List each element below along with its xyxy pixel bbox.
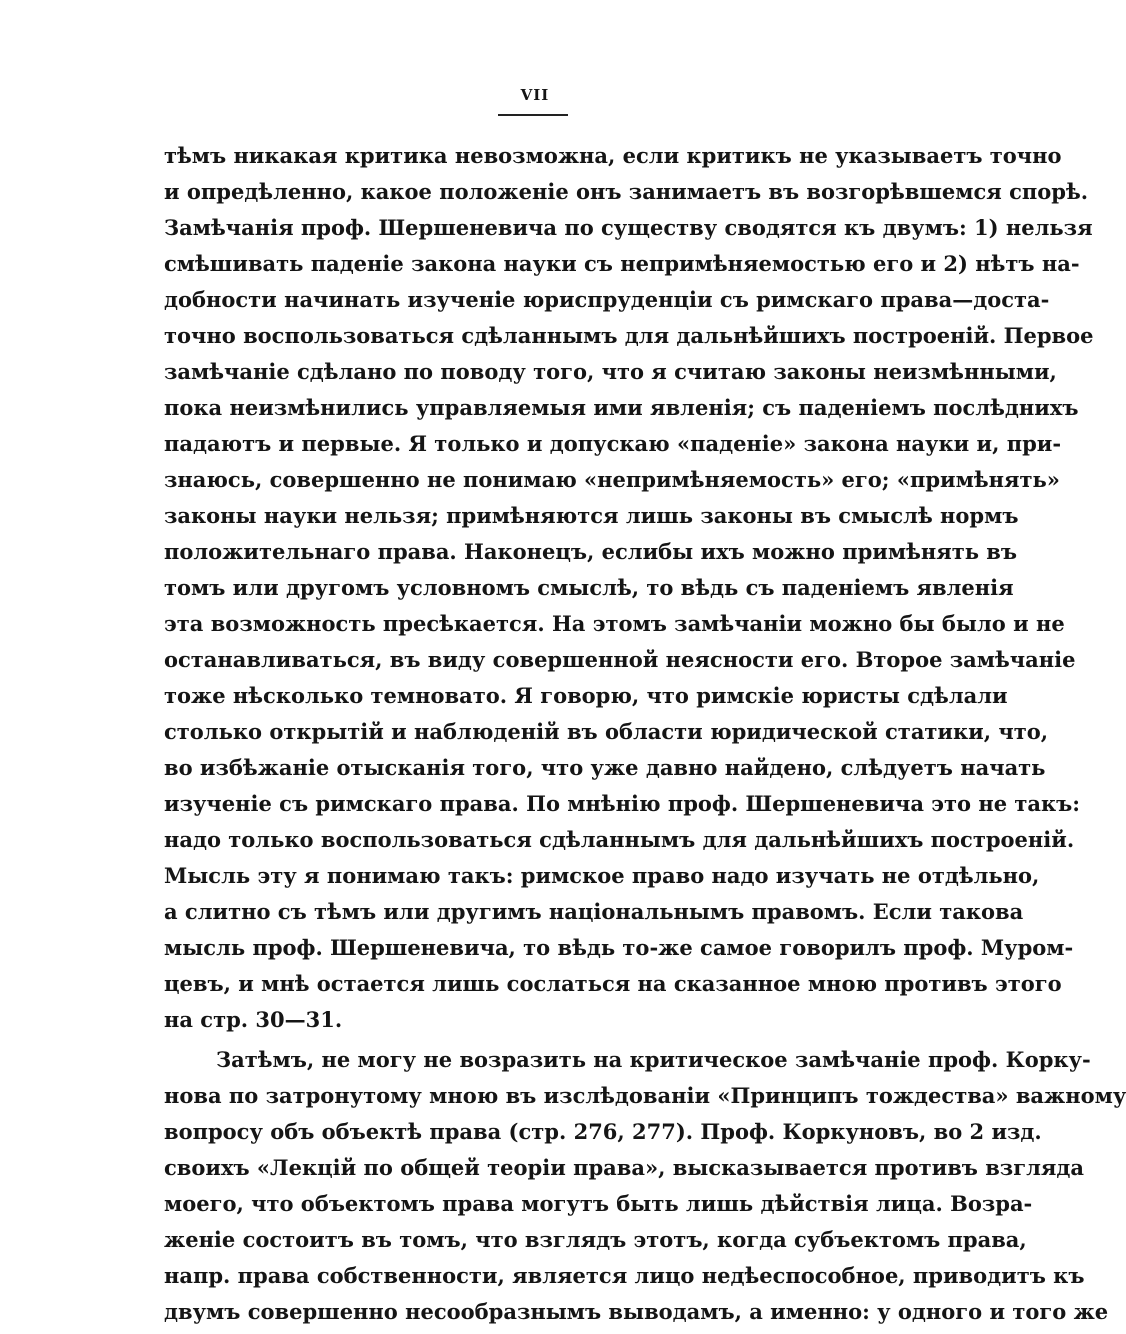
text-line: своихъ «Лекцій по общей теоріи права», высказывается противъ взгляда	[164, 1155, 1084, 1180]
text-line: Затѣмъ, не могу не возразить на критическое замѣчаніе проф. Корку-	[216, 1047, 1091, 1072]
text-line: тоже нѣсколько темновато. Я говорю, что римскіе юристы сдѣлали	[164, 683, 1008, 708]
paragraph	[164, 1042, 1126, 1330]
text-line: замѣчаніе сдѣлано по поводу того, что я считаю законы неизмѣнными,	[164, 359, 1057, 384]
body-text	[164, 138, 1126, 1330]
text-line: столько открытій и наблюденій въ области юридической статики, что,	[164, 719, 1049, 744]
text-line: добности начинать изученіе юриспруденціи съ римскаго права—доста-	[164, 287, 1050, 312]
text-line: Замѣчанія проф. Шершеневича по существу сводятся къ двумъ: 1) нельзя	[164, 215, 1093, 240]
text-line: Мысль эту я понимаю такъ: римское право надо изучать не отдѣльно,	[164, 863, 1040, 888]
text-line: мысль проф. Шершеневича, то вѣдь то-же самое говорилъ проф. Муром-	[164, 935, 1074, 960]
text-line: напр. права собственности, является лицо недѣеспособное, приводитъ къ	[164, 1263, 1085, 1288]
text-line: эта возможность пресѣкается. На этомъ замѣчаніи можно бы было и не	[164, 611, 1065, 636]
text-line: падаютъ и первые. Я только и допускаю «паденіе» закона науки и, при-	[164, 431, 1062, 456]
page-number: VII	[520, 86, 550, 104]
text-line: останавливаться, въ виду совершенной неясности его. Второе замѣчаніе	[164, 647, 1076, 672]
text-line: законы науки нельзя; примѣняются лишь законы въ смыслѣ нормъ	[164, 503, 1019, 528]
text-line: пока неизмѣнились управляемыя ими явленія; съ паденіемъ послѣднихъ	[164, 395, 1079, 420]
text-line: на стр. 30—31.	[164, 1007, 343, 1032]
text-line: моего, что объектомъ права могутъ быть лишь дѣйствія лица. Возра-	[164, 1191, 1033, 1216]
text-line: томъ или другомъ условномъ смыслѣ, то вѣдь съ паденіемъ явленія	[164, 575, 1014, 600]
text-line: вопросу объ объектѣ права (стр. 276, 277). Проф. Коркуновъ, во 2 изд.	[164, 1119, 1042, 1144]
text-line: женіе состоитъ въ томъ, что взглядъ этотъ, когда субъектомъ права,	[164, 1227, 1027, 1252]
text-line: цевъ, и мнѣ остается лишь сослаться на сказанное мною противъ этого	[164, 971, 1062, 996]
text-line: точно воспользоваться сдѣланнымъ для дальнѣйшихъ построеній. Первое	[164, 323, 1094, 348]
text-line: во избѣжаніе отысканія того, что уже давно найдено, слѣдуетъ начать	[164, 755, 1046, 780]
text-line: изученіе съ римскаго права. По мнѣнію проф. Шершеневича это не такъ:	[164, 791, 1081, 816]
text-line: и опредѣленно, какое положеніе онъ занимаетъ въ возгорѣвшемся спорѣ.	[164, 179, 1089, 204]
text-line: знаюсь, совершенно не понимаю «непримѣняемость» его; «примѣнять»	[164, 467, 1060, 492]
text-line: положительнаго права. Наконецъ, еслибы ихъ можно примѣнять въ	[164, 539, 1018, 564]
text-line: нова по затронутому мною въ изслѣдованіи «Принципъ тождества» важному	[164, 1083, 1126, 1108]
text-line: смѣшивать паденіе закона науки съ непримѣняемостью его и 2) нѣтъ на-	[164, 251, 1080, 276]
paragraph	[164, 138, 1094, 1038]
text-line: а слитно съ тѣмъ или другимъ національнымъ правомъ. Если такова	[164, 899, 1024, 924]
text-line: двумъ совершенно несообразнымъ выводамъ, а именно: у одного и того же	[164, 1299, 1109, 1324]
text-line: тѣмъ никакая критика невозможна, если критикъ не указываетъ точно	[164, 143, 1062, 168]
header-rule	[498, 114, 568, 116]
text-line: надо только воспользоваться сдѣланнымъ для дальнѣйшихъ построеній.	[164, 827, 1075, 852]
